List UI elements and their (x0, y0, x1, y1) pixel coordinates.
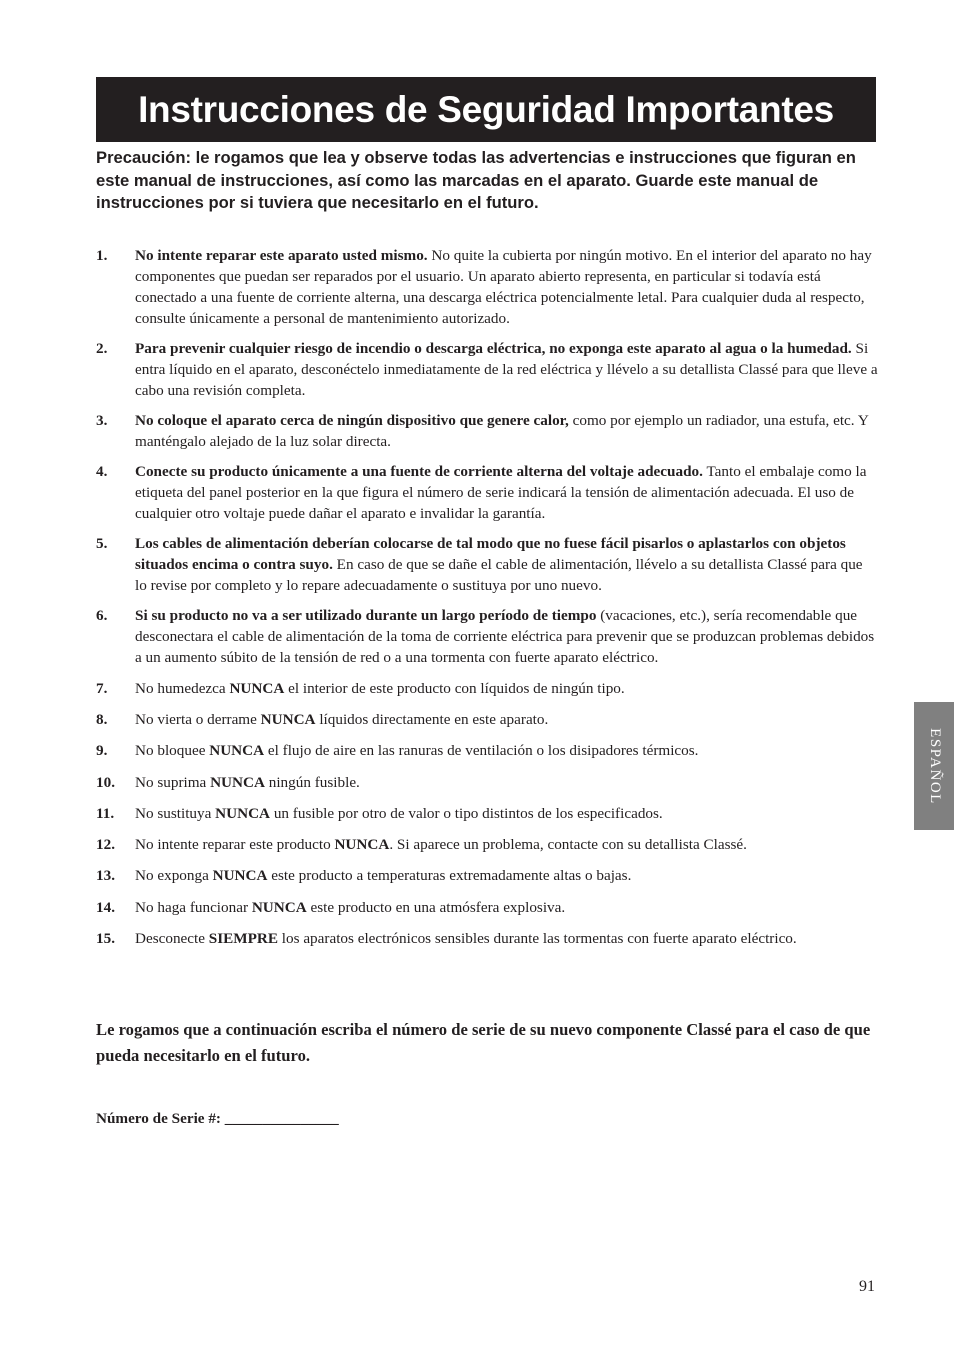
list-item (96, 897, 878, 918)
item-number: 8. (96, 711, 108, 728)
item-number: 15. (96, 930, 115, 947)
item-number: 14. (96, 899, 115, 916)
list-item (96, 834, 878, 855)
safety-instructions-list (96, 245, 878, 949)
item-number: 7. (96, 680, 108, 697)
page-title: Instrucciones de Seguridad Importantes (138, 88, 834, 130)
item-number: 6. (96, 607, 108, 624)
item-text: No exponga NUNCA este producto a temperaturas extremadamente altas o bajas. (135, 867, 632, 884)
item-text: No coloque el aparato cerca de ningún dispositivo que genere calor, como por ejemplo un radiador, una estufa, etc. Y manténgalo alejado de la luz solar directa. (135, 412, 869, 450)
caution-paragraph: Precaución: le rogamos que lea y observe todas las advertencias e instrucciones que figuran en este manual de instrucciones, así como las marcadas en el aparato. Guarde este manual de instrucciones por si tuviera que necesitarlo en el futuro. (96, 148, 856, 212)
item-number: 9. (96, 742, 108, 759)
item-number: 1. (96, 247, 108, 264)
list-item (96, 865, 878, 886)
item-number: 3. (96, 412, 108, 429)
language-tab-label: ESPAÑOL (926, 727, 943, 805)
item-number: 13. (96, 867, 115, 884)
item-text: No suprima NUNCA ningún fusible. (135, 774, 360, 791)
item-text: Para prevenir cualquier riesgo de incendio o descarga eléctrica, no exponga este aparato al agua o la humedad. Si entra líquido en el aparato, desconéctelo inmediatamente de la red eléctrica y llévelo a su detallista Classé para que lleve a cabo una revisión completa. (135, 340, 878, 399)
list-item (96, 772, 878, 793)
language-tab (914, 702, 954, 830)
list-item (96, 740, 878, 761)
item-number: 11. (96, 805, 115, 822)
page-number: 91 (859, 1278, 875, 1295)
item-number: 5. (96, 535, 108, 552)
serial-number-field: Número de Serie #: _______________ (96, 1110, 339, 1127)
item-number: 2. (96, 340, 108, 357)
list-item (96, 605, 878, 668)
item-text: No intente reparar este aparato usted mismo. No quite la cubierta por ningún motivo. En el interior del aparato no hay componentes que puedan ser reparados por el usuario. Un aparato abierto representa, en particular si todavía está conectado a una fuente de corriente alterna, una descarga eléctrica potencialmente letal. Para cualquier duda al respecto, consulte únicamente a personal de mantenimiento autorizado. (135, 247, 872, 327)
list-item (96, 928, 878, 949)
item-text: Desconecte SIEMPRE los aparatos electrónicos sensibles durante las tormentas con fuerte aparato eléctrico. (135, 930, 797, 947)
item-number: 12. (96, 836, 115, 853)
list-item (96, 803, 878, 824)
list-item (96, 410, 878, 452)
item-text: No bloquee NUNCA el flujo de aire en las ranuras de ventilación o los disipadores térmicos. (135, 742, 699, 759)
item-text: No sustituya NUNCA un fusible por otro de valor o tipo distintos de los especificados. (135, 805, 663, 822)
item-text: No vierta o derrame NUNCA líquidos directamente en este aparato. (135, 711, 549, 728)
item-number: 4. (96, 463, 108, 480)
list-item (96, 338, 878, 401)
title-banner (96, 77, 876, 142)
item-text: No haga funcionar NUNCA este producto en una atmósfera explosiva. (135, 899, 566, 916)
item-text: No humedezca NUNCA el interior de este producto con líquidos de ningún tipo. (135, 680, 625, 697)
item-text: Si su producto no va a ser utilizado durante un largo período de tiempo (vacaciones, etc.), sería recomendable que desconectara el cable de alimentación de la toma de corriente eléctrica para prevenir que se produzcan problemas debidos a un aumento súbito de la tensión de red o a una tormenta con fuerte aparato eléctrico. (135, 607, 875, 666)
item-text: Los cables de alimentación deberían colocarse de tal modo que no fuese fácil pisarlos o aplastarlos con objetos situados encima o contra suyo. En caso de que se dañe el cable de alimentación, llévelo a su detallista Classé para que lo revise por completo y lo repare adecuadamente o sustituya por uno nuevo. (135, 535, 863, 594)
item-text: Conecte su producto únicamente a una fuente de corriente alterna del voltaje adecuado. Tanto el embalaje como la etiqueta del panel posterior en la que figura el número de serie indicará la tensión de alimentación adecuada. El uso de cualquier otro voltaje puede dañar el aparato e invalidar la garantía. (135, 463, 867, 522)
serial-number-note: Le rogamos que a continuación escriba el número de serie de su nuevo componente Classé para el caso de que pueda necesitarlo en el futuro. (96, 1020, 871, 1065)
item-text: No intente reparar este producto NUNCA. Si aparece un problema, contacte con su detallista Classé. (135, 836, 747, 853)
item-number: 10. (96, 774, 115, 791)
list-item (96, 709, 878, 730)
list-item (96, 245, 878, 329)
list-item (96, 461, 878, 524)
list-item (96, 533, 878, 596)
list-item (96, 678, 878, 699)
